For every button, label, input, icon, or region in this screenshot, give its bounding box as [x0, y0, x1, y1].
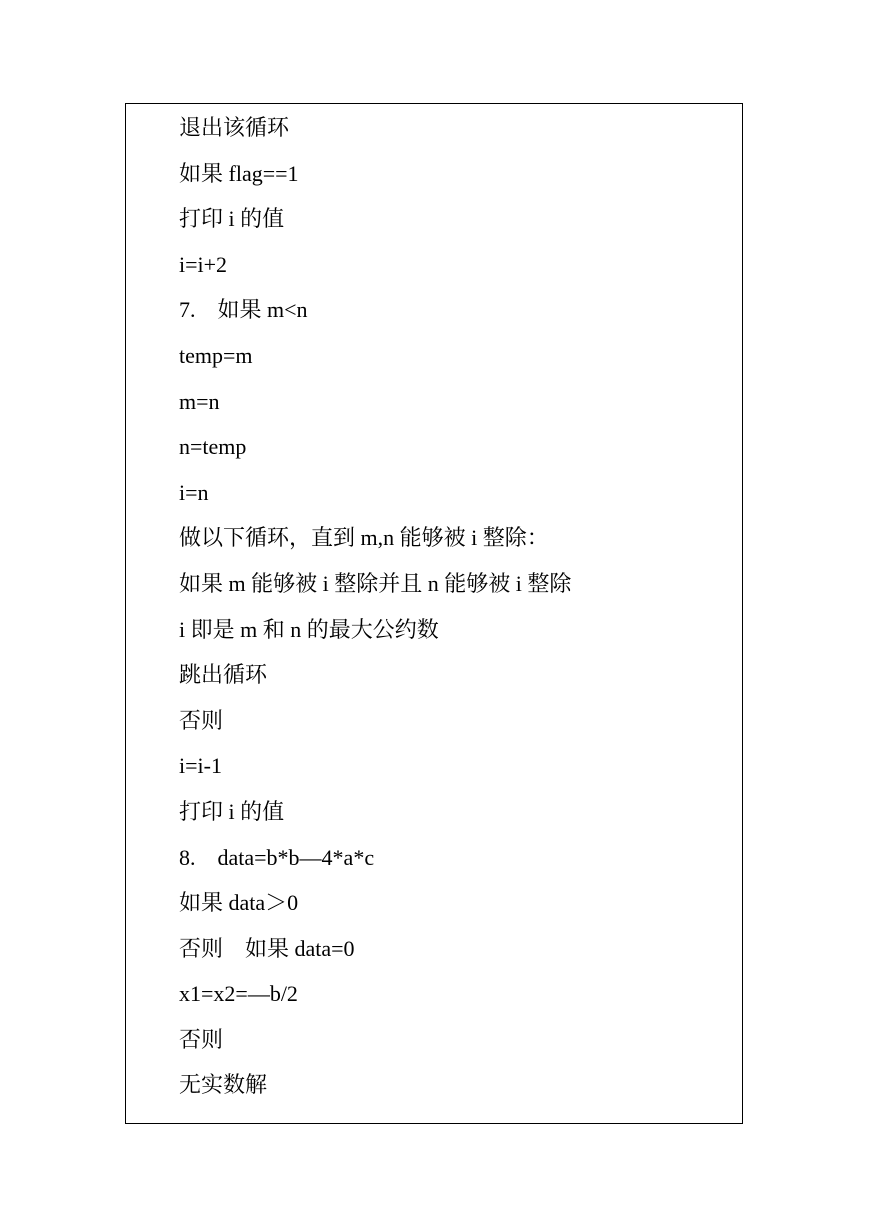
text-line: i=i-1	[179, 753, 222, 779]
text-line: i 即是 m 和 n 的最大公约数	[179, 616, 439, 642]
text-line: 如果 data＞0	[179, 890, 299, 916]
text-line: 如果 flag==1	[179, 160, 299, 186]
text-line: temp=m	[179, 342, 253, 368]
text-line: 如果 m 能够被 i 整除并且 n 能够被 i 整除	[179, 570, 572, 596]
text-line: 做以下循环，直到 m,n 能够被 i 整除：	[179, 525, 549, 551]
text-line: 否则 如果 data=0	[179, 935, 355, 961]
text-line: 否则	[179, 1026, 224, 1052]
text-line: 打印 i 的值	[179, 798, 285, 824]
text-line: n=temp	[179, 434, 247, 460]
text-line: 跳出循环	[179, 662, 268, 688]
text-line: 8. data=b*b—4*a*c	[179, 844, 375, 870]
text-line: 打印 i 的值	[179, 206, 285, 232]
text-lines	[179, 113, 571, 1116]
text-line: 退出该循环	[179, 115, 290, 140]
text-line: 无实数解	[179, 1072, 268, 1098]
text-line: x1=x2=—b/2	[179, 981, 298, 1007]
text-line: i=i+2	[179, 251, 228, 277]
text-line: 否则	[179, 707, 224, 733]
text-line: m=n	[179, 388, 220, 414]
content-box	[125, 103, 743, 1124]
text-line: 7. 如果 m<n	[179, 297, 308, 323]
text-line: i=n	[179, 479, 209, 505]
